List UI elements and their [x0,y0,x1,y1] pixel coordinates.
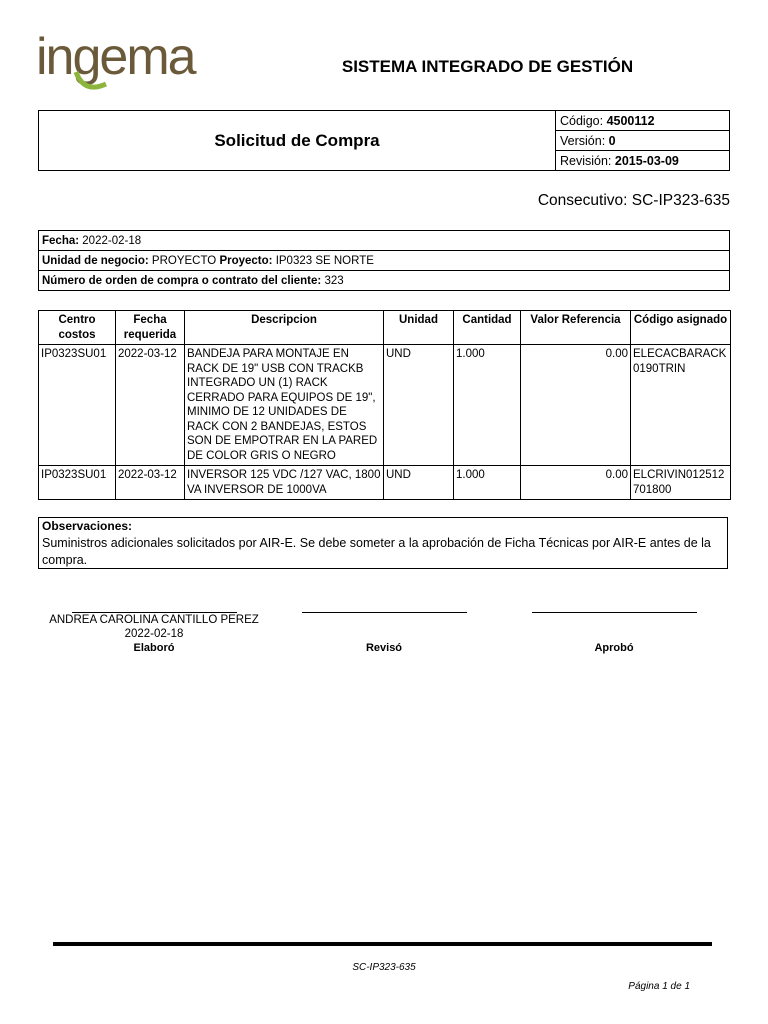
proyecto-value: IP0323 SE NORTE [275,254,374,267]
aprobo-label: Aprobó [594,642,634,654]
col-header: Descripcion [185,311,384,345]
elaboro-name: ANDREA CAROLINA CANTILLO PEREZ [49,614,259,626]
observaciones-box [38,517,728,569]
revision-value: 2015-03-09 [614,153,679,168]
version-value: 0 [608,133,616,148]
system-title: SISTEMA INTEGRADO DE GESTIÓN [341,57,634,76]
table-row [39,466,731,500]
signature-reviso [279,612,489,656]
fecha-row: Fecha: 2022-02-18 [39,231,730,251]
cell-centro: IP0323SU01 [39,345,116,466]
cell-valor: 0.00 [521,345,631,466]
unidad-row: Unidad de negocio: PROYECTO Proyecto: IP0323 SE NORTE [39,251,730,271]
cell-cantidad: 1.000 [454,466,521,500]
info-table [38,230,730,291]
elaboro-label: Elaboró [133,642,175,654]
orden-value: 323 [324,274,344,287]
codigo-cell: Código: 4500112 [556,111,730,131]
company-logo [36,32,226,96]
cell-codigo: ELCRIVIN012512701800 [631,466,731,500]
unidad-value: PROYECTO [151,254,217,267]
cell-codigo: ELECACBARACK0190TRIN [631,345,731,466]
consecutivo: Consecutivo: SC-IP323-635 [537,192,730,209]
version-cell: Versión: 0 [556,131,730,151]
signature-aprobo [509,612,719,656]
footer-doc-id: SC-IP323-635 [352,962,416,973]
document-title: Solicitud de Compra [39,111,556,171]
cell-descripcion: BANDEJA PARA MONTAJE EN RACK DE 19" USB CON TRACKB INTEGRADO UN (1) RACK CERRADO PARA EQUIPOS DE 19", MINIMO DE 12 UNIDADES DE RACK CON 2 BANDEJAS, ESTOS SON DE EMPOTRAR EN LA PARED DE COLOR GRIS O NEGRO [185,345,384,466]
col-header: Fecha requerida [116,311,185,345]
cell-valor: 0.00 [521,466,631,500]
cell-fecha: 2022-03-12 [116,345,185,466]
elaboro-date: 2022-02-18 [124,628,184,640]
document-header [38,110,730,171]
cell-cantidad: 1.000 [454,345,521,466]
cell-unidad: UND [384,466,454,500]
col-header: Cantidad [454,311,521,345]
cell-descripcion: INVERSOR 125 VDC /127 VAC, 1800 VA INVERSOR DE 1000VA [185,466,384,500]
table-row [39,345,731,466]
col-header: Código asignado [631,311,731,345]
col-header: Unidad [384,311,454,345]
signature-elaboro [49,612,259,656]
reviso-label: Revisó [365,642,403,654]
col-header: Valor Referencia [521,311,631,345]
observaciones-label: Observaciones: [42,519,133,533]
observaciones-text: Suministros adicionales solicitados por AIR-E. Se debe someter a la aprobación de Ficha Técnicas por AIR-E antes de la compra. [42,536,711,567]
cell-unidad: UND [384,345,454,466]
items-table [38,310,731,500]
logo-text: ingema [36,32,195,86]
cell-centro: IP0323SU01 [39,466,116,500]
page-number: Página 1 de 1 [628,981,690,992]
col-header: Centro costos [39,311,116,345]
revision-cell: Revisión: 2015-03-09 [556,151,730,171]
codigo-value: 4500112 [606,113,655,128]
orden-row: Número de orden de compra o contrato del cliente: 323 [39,271,730,291]
cell-fecha: 2022-03-12 [116,466,185,500]
fecha-value: 2022-02-18 [82,234,142,247]
footer-rule [53,942,712,946]
